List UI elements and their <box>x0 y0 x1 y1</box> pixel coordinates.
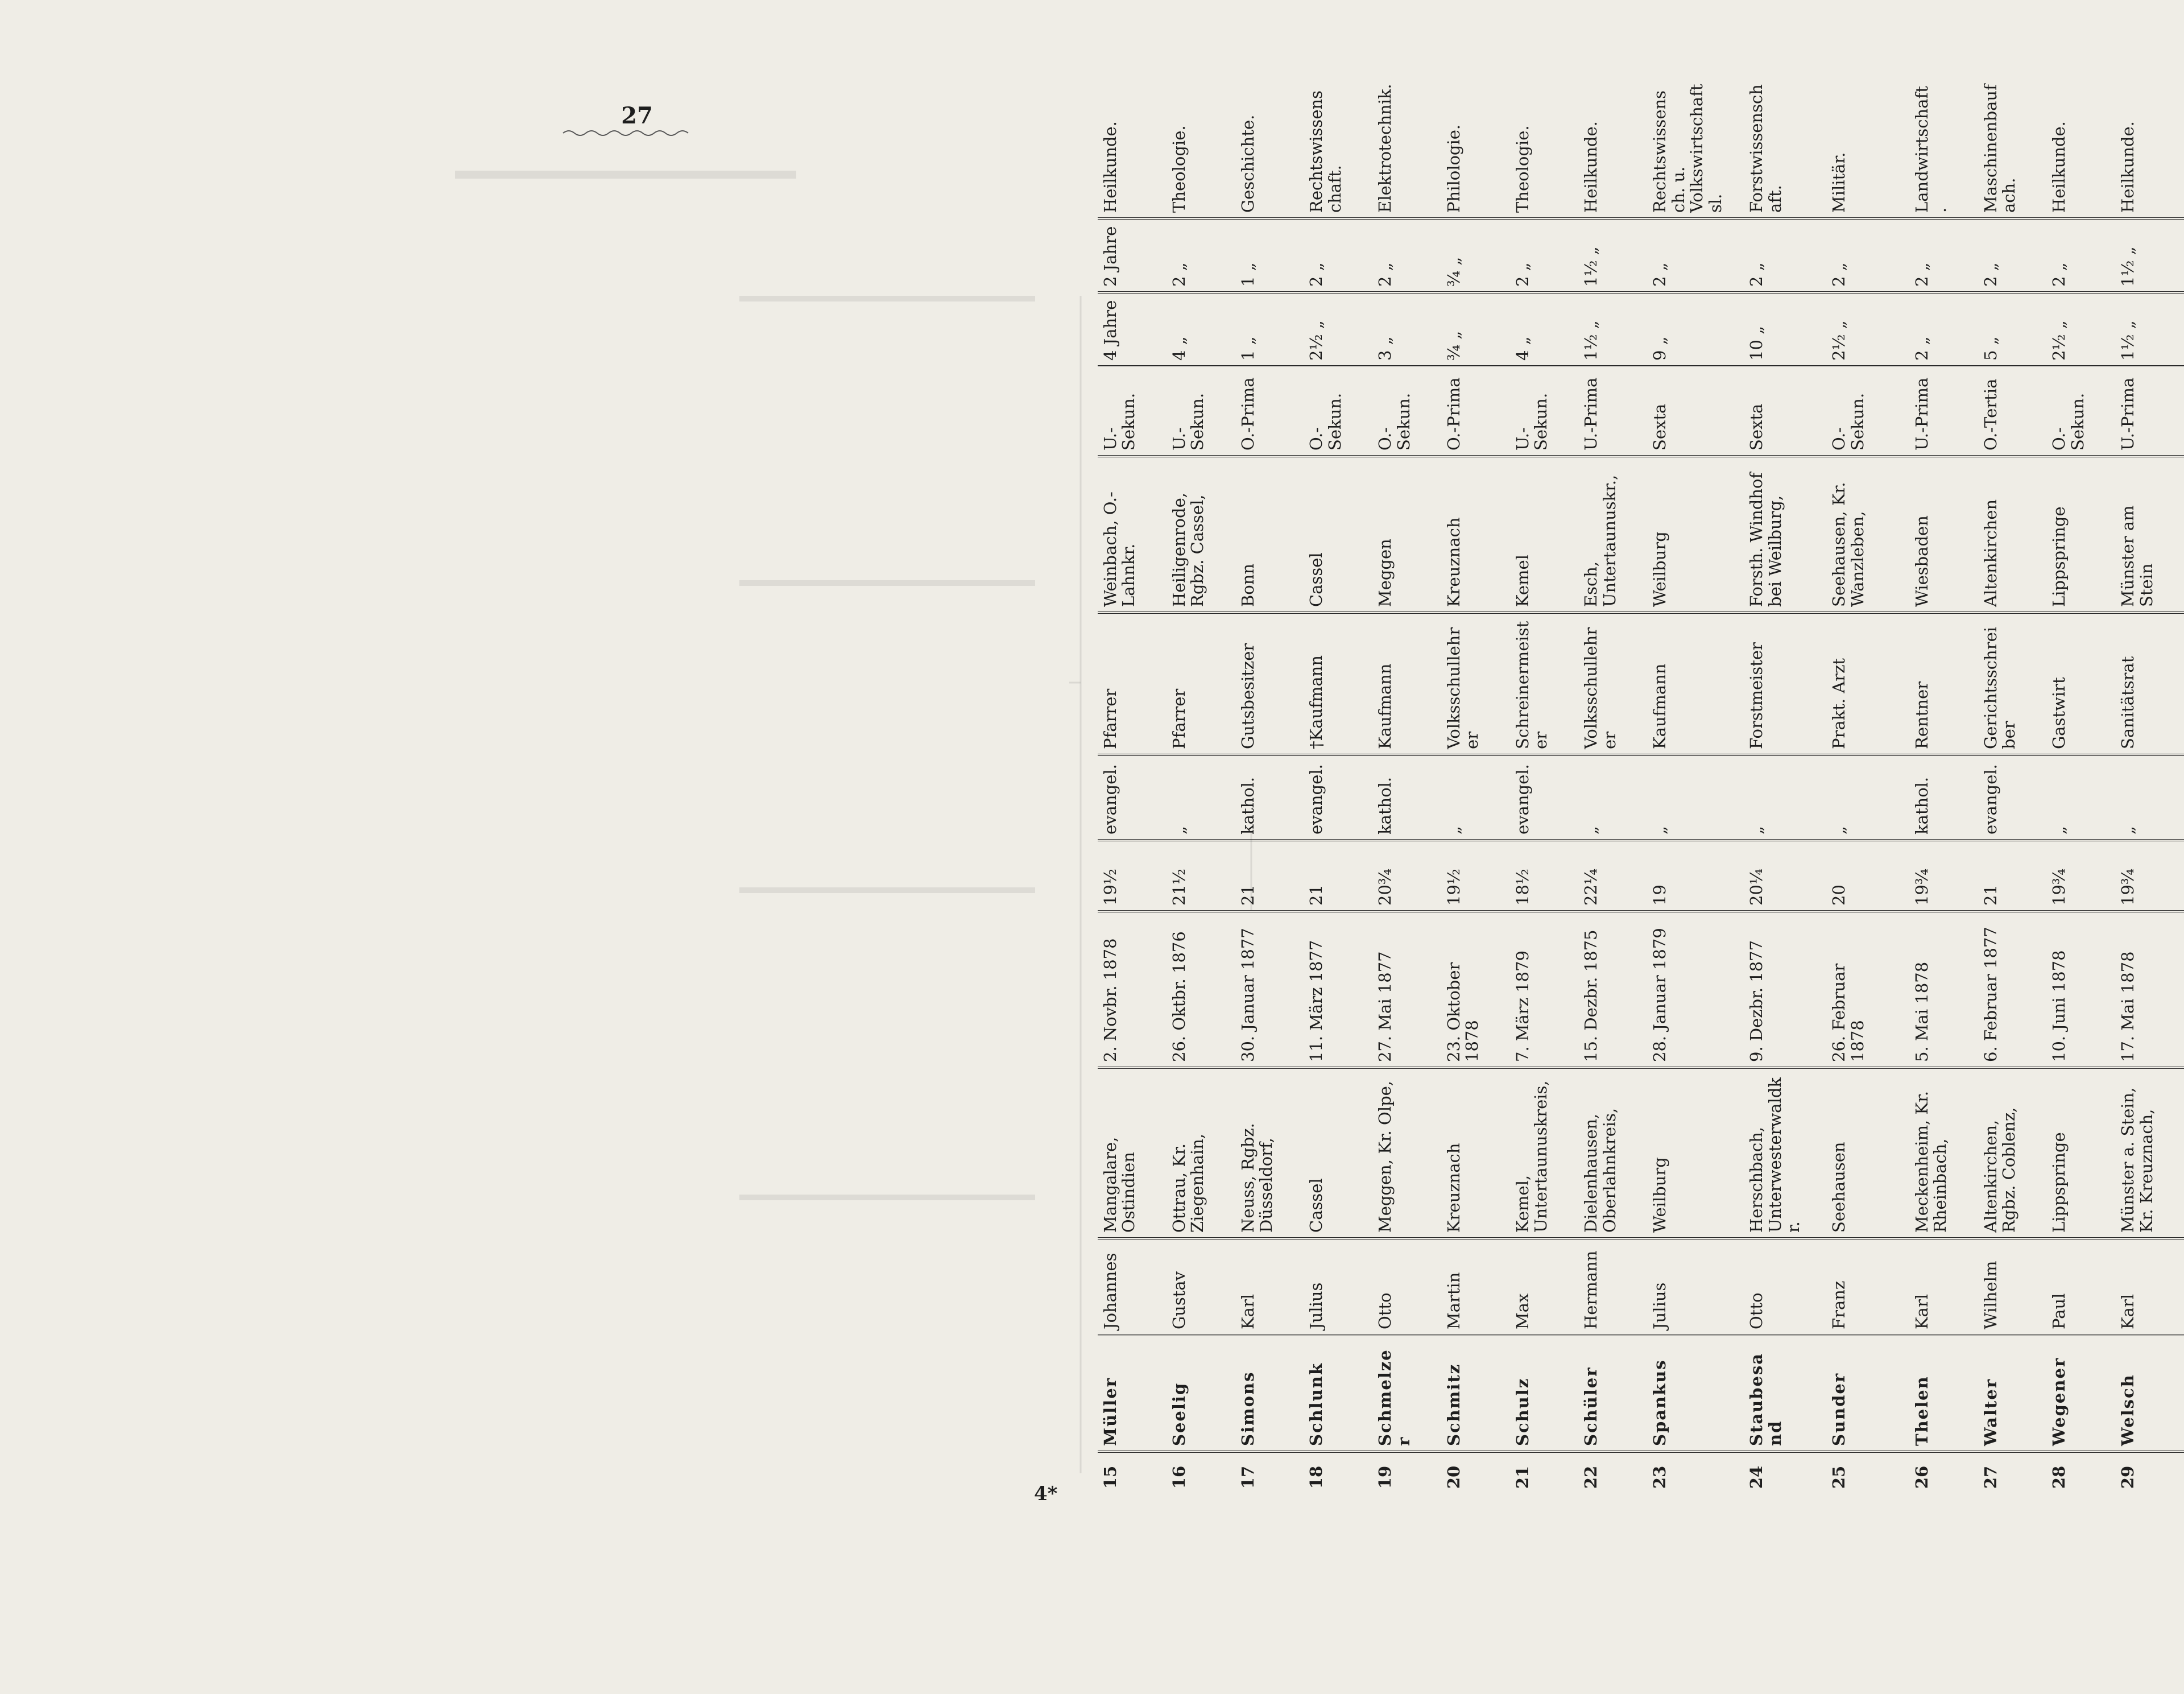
father-profession-cell: Pfarrer <box>1098 613 1167 755</box>
table-row <box>1304 77 1372 1502</box>
birthplace-cell: Kemel, Untertaunuskreis, <box>1510 1068 1579 1238</box>
religion-cell: evangel. <box>1098 755 1167 840</box>
row-number: 21 <box>1510 1452 1579 1502</box>
surname-cell: Spankus <box>1647 1335 1744 1452</box>
row-number: 25 <box>1826 1452 1909 1502</box>
age-cell: 19¾ <box>2046 840 2115 911</box>
surname-cell: Wegener <box>2046 1335 2115 1452</box>
entry-class-cell: O.-Prima <box>1443 377 1463 451</box>
table-row <box>1744 77 1826 1502</box>
given-name-cell: Otto <box>1744 1238 1826 1335</box>
given-name-cell: Max <box>1510 1238 1579 1335</box>
chosen-study-cell: Philologie. <box>1443 124 1463 213</box>
religion-cell: evangel. <box>1978 755 2047 840</box>
surname-cell: Schulz <box>1510 1335 1579 1452</box>
birthdate-cell: 26. Oktbr. 1876 <box>1167 911 1235 1068</box>
religion-cell: „ <box>1441 755 1510 840</box>
years-at-school-cell: ¾ „ <box>1441 292 1510 366</box>
row-number: 15 <box>1098 1452 1167 1502</box>
religion-cell: evangel. <box>1510 755 1579 840</box>
row-number: 23 <box>1647 1452 1744 1502</box>
row-number: 26 <box>1909 1452 1978 1502</box>
years-at-school-cell: 2½ „ <box>1304 292 1372 366</box>
birthplace-cell: Seehausen <box>1826 1068 1909 1238</box>
birthplace-cell: Dielenhausen, Oberlahnkreis, <box>1578 1068 1647 1238</box>
table-row <box>1098 77 1167 1502</box>
chosen-study-cell: Forstwissenschaft. <box>1747 84 1785 213</box>
entry-class-cell: Sexta <box>1650 403 1670 451</box>
student-register-body <box>1098 77 2184 1502</box>
row-number: 28 <box>2046 1452 2115 1502</box>
age-cell: 19 <box>1647 840 1744 911</box>
surname-cell: Welsch <box>2115 1335 2184 1452</box>
residence-cell: Altenkirchen <box>1978 456 2047 613</box>
religion-cell: kathol. <box>1372 755 1441 840</box>
chosen-study-cell: Militär. <box>1829 152 1849 213</box>
given-name-cell: Julius <box>1304 1238 1372 1335</box>
birthplace-cell: Herschbach, Unterwesterwaldkr. <box>1744 1068 1826 1238</box>
surname-cell: Müller <box>1098 1335 1167 1452</box>
father-profession-cell: Forstmeister <box>1744 613 1826 755</box>
row-number: 27 <box>1978 1452 2047 1502</box>
years-in-prima-cell: 2 „ <box>1304 218 1372 292</box>
years-in-prima-cell: 1½ „ <box>2115 218 2184 292</box>
age-cell: 19¾ <box>1909 840 1978 911</box>
years-at-school-cell: 5 „ <box>1978 292 2047 366</box>
birthplace-cell: Neuss, Rgbz. Düsseldorf, <box>1235 1068 1304 1238</box>
given-name-cell: Otto <box>1372 1238 1441 1335</box>
table-row <box>2115 77 2184 1502</box>
chosen-study-cell: Landwirtschaft. <box>1912 86 1950 213</box>
residence-cell: Esch, Untertaunuskr., <box>1578 456 1647 613</box>
given-name-cell: Karl <box>1235 1238 1304 1335</box>
father-profession-cell: Gastwirt <box>2046 613 2115 755</box>
age-cell: 20¾ <box>1372 840 1441 911</box>
years-at-school-cell: 2½ „ <box>2046 292 2115 366</box>
residence-cell: Münster am Stein <box>2115 456 2184 613</box>
surname-cell: Seelig <box>1167 1335 1235 1452</box>
birthplace-cell: Meggen, Kr. Olpe, <box>1372 1068 1441 1238</box>
entry-class-cell: O.-Prima <box>1238 377 1258 451</box>
page-number: 27 <box>621 102 653 129</box>
row-number: 16 <box>1167 1452 1235 1502</box>
birthdate-cell: 5. Mai 1878 <box>1909 911 1978 1068</box>
given-name-cell: Martin <box>1441 1238 1510 1335</box>
age-cell: 19½ <box>1098 840 1167 911</box>
age-cell: 18½ <box>1510 840 1579 911</box>
given-name-cell: Franz <box>1826 1238 1909 1335</box>
given-name-cell: Gustav <box>1167 1238 1235 1335</box>
entry-class-cell: U.-Prima <box>2118 377 2138 451</box>
years-in-prima-cell: ¾ „ <box>1441 218 1510 292</box>
chosen-study-cell: Maschinenbaufach. <box>1980 84 2019 213</box>
age-cell: 19¾ <box>2115 840 2184 911</box>
years-in-prima-cell: 2 „ <box>1909 218 1978 292</box>
age-cell: 21 <box>1235 840 1304 911</box>
birthplace-cell: Mangalare, Ostindien <box>1098 1068 1167 1238</box>
given-name-cell: Karl <box>1909 1238 1978 1335</box>
given-name-cell: Wilhelm <box>1978 1238 2047 1335</box>
entry-class-cell: U.-Prima <box>1581 377 1601 451</box>
years-at-school-cell: 1½ „ <box>1578 292 1647 366</box>
surname-cell: Walter <box>1978 1335 2047 1452</box>
surname-cell: Simons <box>1235 1335 1304 1452</box>
years-in-prima-cell: 1 „ <box>1235 218 1304 292</box>
birthdate-cell: 7. März 1879 <box>1510 911 1579 1068</box>
years-at-school-cell: 9 „ <box>1647 292 1744 366</box>
years-in-prima-cell: 2 „ <box>1978 218 2047 292</box>
table-row <box>1441 77 1510 1502</box>
entry-class-cell: O.-Tertia <box>1980 378 2000 451</box>
surname-cell: Schmitz <box>1441 1335 1510 1452</box>
surname-cell: Staubesand <box>1744 1335 1826 1452</box>
religion-cell: „ <box>1647 755 1744 840</box>
birthplace-cell: Kreuznach <box>1441 1068 1510 1238</box>
chosen-study-cell: Elektrotechnik. <box>1375 84 1395 213</box>
father-profession-cell: Volksschullehrer <box>1578 613 1647 755</box>
religion-cell: „ <box>1578 755 1647 840</box>
birthdate-cell: 17. Mai 1878 <box>2115 911 2184 1068</box>
birthplace-cell: Weilburg <box>1647 1068 1744 1238</box>
birthdate-cell: 9. Dezbr. 1877 <box>1744 911 1826 1068</box>
surname-cell: Schlunk <box>1304 1335 1372 1452</box>
row-number: 18 <box>1304 1452 1372 1502</box>
entry-class-cell: O.-Sekun. <box>2049 392 2087 451</box>
years-in-prima-cell: 2 „ <box>1372 218 1441 292</box>
table-row <box>2046 77 2115 1502</box>
religion-cell: „ <box>1744 755 1826 840</box>
chosen-study-cell: Heilkunde. <box>2049 121 2069 213</box>
table-row <box>1909 77 1978 1502</box>
age-cell: 19½ <box>1441 840 1510 911</box>
age-cell: 21 <box>1304 840 1372 911</box>
chosen-study-cell: Theologie. <box>1512 125 1532 213</box>
chosen-study-cell: Heilkunde. <box>2118 121 2138 213</box>
given-name-cell: Karl <box>2115 1238 2184 1335</box>
age-cell: 22¼ <box>1578 840 1647 911</box>
table-row <box>1826 77 1909 1502</box>
residence-cell: Weinbach, O.-Lahnkr. <box>1098 456 1167 613</box>
religion-cell: kathol. <box>1235 755 1304 840</box>
father-profession-cell: Schreinermeister <box>1510 613 1579 755</box>
row-number: 20 <box>1441 1452 1510 1502</box>
age-cell: 20 <box>1826 840 1909 911</box>
birthplace-cell: Lippspringe <box>2046 1068 2115 1238</box>
residence-cell: Meggen <box>1372 456 1441 613</box>
years-at-school-cell: 4 Jahre <box>1098 292 1167 366</box>
row-number: 19 <box>1372 1452 1441 1502</box>
father-profession-cell: Prakt. Arzt <box>1826 613 1909 755</box>
years-at-school-cell: 1½ „ <box>2115 292 2184 366</box>
years-in-prima-cell: 1½ „ <box>1578 218 1647 292</box>
table-row <box>1647 77 1744 1502</box>
years-in-prima-cell: 2 „ <box>1826 218 1909 292</box>
residence-cell: Cassel <box>1304 456 1372 613</box>
row-number: 24 <box>1744 1452 1826 1502</box>
student-register-table <box>1098 77 2184 1502</box>
father-profession-cell: Volksschullehrer <box>1441 613 1510 755</box>
birthplace-cell: Meckenheim, Kr. Rheinbach, <box>1909 1068 1978 1238</box>
father-profession-cell: Kaufmann <box>1372 613 1441 755</box>
birthdate-cell: 15. Dezbr. 1875 <box>1578 911 1647 1068</box>
page-number-ornament <box>563 129 688 138</box>
residence-cell: Seehausen, Kr. Wanzleben, <box>1826 456 1909 613</box>
residence-cell: Heiligenrode, Rgbz. Cassel, <box>1167 456 1235 613</box>
birthdate-cell: 30. Januar 1877 <box>1235 911 1304 1068</box>
father-profession-cell: †Kaufmann <box>1304 613 1372 755</box>
father-profession-cell: Sanitätsrat <box>2115 613 2184 755</box>
entry-class-cell: O.-Sekun. <box>1375 392 1413 451</box>
years-at-school-cell: 2 „ <box>1909 292 1978 366</box>
surname-cell: Thelen <box>1909 1335 1978 1452</box>
years-in-prima-cell: 2 „ <box>1167 218 1235 292</box>
sheet-signature: 4* <box>1034 1482 1058 1505</box>
entry-class-cell: U.-Prima <box>1912 377 1931 451</box>
table-row <box>1235 77 1304 1502</box>
religion-cell: „ <box>1167 755 1235 840</box>
chosen-study-cell: Theologie. <box>1169 125 1189 213</box>
chosen-study-cell: Heilkunde. <box>1581 121 1601 213</box>
birthdate-cell: 28. Januar 1879 <box>1647 911 1744 1068</box>
years-in-prima-cell: 2 „ <box>1744 218 1826 292</box>
row-number: 17 <box>1235 1452 1304 1502</box>
entry-class-cell: U.-Sekun. <box>1512 392 1551 451</box>
surname-cell: Schmelzer <box>1372 1335 1441 1452</box>
birthplace-cell: Ottrau, Kr. Ziegenhain, <box>1167 1068 1235 1238</box>
years-at-school-cell: 4 „ <box>1167 292 1235 366</box>
religion-cell: „ <box>2115 755 2184 840</box>
birthdate-cell: 27. Mai 1877 <box>1372 911 1441 1068</box>
entry-class-cell: U.-Sekun. <box>1101 392 1139 451</box>
religion-cell: „ <box>1826 755 1909 840</box>
birthdate-cell: 26. Februar 1878 <box>1826 911 1909 1068</box>
residence-cell: Lippspringe <box>2046 456 2115 613</box>
age-cell: 21 <box>1978 840 2047 911</box>
birthdate-cell: 23. Oktober 1878 <box>1441 911 1510 1068</box>
residence-cell: Wiesbaden <box>1909 456 1978 613</box>
religion-cell: „ <box>2046 755 2115 840</box>
entry-class-cell: O.-Sekun. <box>1829 392 1867 451</box>
chosen-study-cell: Geschichte. <box>1238 114 1258 213</box>
chosen-study-cell: Heilkunde. <box>1101 121 1120 213</box>
residence-cell: Kemel <box>1510 456 1579 613</box>
birthplace-cell: Cassel <box>1304 1068 1372 1238</box>
years-in-prima-cell: 2 „ <box>2046 218 2115 292</box>
residence-cell: Weilburg <box>1647 456 1744 613</box>
birthdate-cell: 11. März 1877 <box>1304 911 1372 1068</box>
years-in-prima-cell: 2 „ <box>1647 218 1744 292</box>
chosen-study-cell: Rechtswissensch. u. Volkswirtschaftsl. <box>1650 84 1725 213</box>
father-profession-cell: Kaufmann <box>1647 613 1744 755</box>
chosen-study-cell: Rechtswissenschaft. <box>1306 90 1345 213</box>
years-at-school-cell: 2½ „ <box>1826 292 1909 366</box>
residence-cell: Bonn <box>1235 456 1304 613</box>
given-name-cell: Julius <box>1647 1238 1744 1335</box>
father-profession-cell: Gutsbesitzer <box>1235 613 1304 755</box>
table-row <box>1578 77 1647 1502</box>
birthdate-cell: 10. Juni 1878 <box>2046 911 2115 1068</box>
father-profession-cell: Gerichtsschreiber <box>1978 613 2047 755</box>
given-name-cell: Johannes <box>1098 1238 1167 1335</box>
years-at-school-cell: 1 „ <box>1235 292 1304 366</box>
entry-class-cell: O.-Sekun. <box>1306 392 1345 451</box>
residence-cell: Forsth. Windhof bei Weilburg, <box>1744 456 1826 613</box>
years-in-prima-cell: 2 „ <box>1510 218 1579 292</box>
years-at-school-cell: 10 „ <box>1744 292 1826 366</box>
student-register-table-rotated <box>1098 84 2184 1502</box>
father-profession-cell: Pfarrer <box>1167 613 1235 755</box>
table-row <box>1372 77 1441 1502</box>
row-number: 29 <box>2115 1452 2184 1502</box>
given-name-cell: Paul <box>2046 1238 2115 1335</box>
religion-cell: kathol. <box>1909 755 1978 840</box>
religion-cell: evangel. <box>1304 755 1372 840</box>
birthdate-cell: 2. Novbr. 1878 <box>1098 911 1167 1068</box>
age-cell: 20¼ <box>1744 840 1826 911</box>
age-cell: 21½ <box>1167 840 1235 911</box>
years-at-school-cell: 4 „ <box>1510 292 1579 366</box>
years-at-school-cell: 3 „ <box>1372 292 1441 366</box>
row-number: 22 <box>1578 1452 1647 1502</box>
surname-cell: Sunder <box>1826 1335 1909 1452</box>
table-row <box>1978 77 2047 1502</box>
given-name-cell: Hermann <box>1578 1238 1647 1335</box>
birthplace-cell: Münster a. Stein, Kr. Kreuznach, <box>2115 1068 2184 1238</box>
table-row <box>1510 77 1579 1502</box>
residence-cell: Kreuznach <box>1441 456 1510 613</box>
birthplace-cell: Altenkirchen, Rgbz. Coblenz, <box>1978 1068 2047 1238</box>
years-in-prima-cell: 2 Jahre <box>1098 218 1167 292</box>
table-row <box>1167 77 1235 1502</box>
entry-class-cell: Sexta <box>1747 403 1767 451</box>
birthdate-cell: 6. Februar 1877 <box>1978 911 2047 1068</box>
surname-cell: Schüler <box>1578 1335 1647 1452</box>
entry-class-cell: U.-Sekun. <box>1169 392 1207 451</box>
father-profession-cell: Rentner <box>1909 613 1978 755</box>
